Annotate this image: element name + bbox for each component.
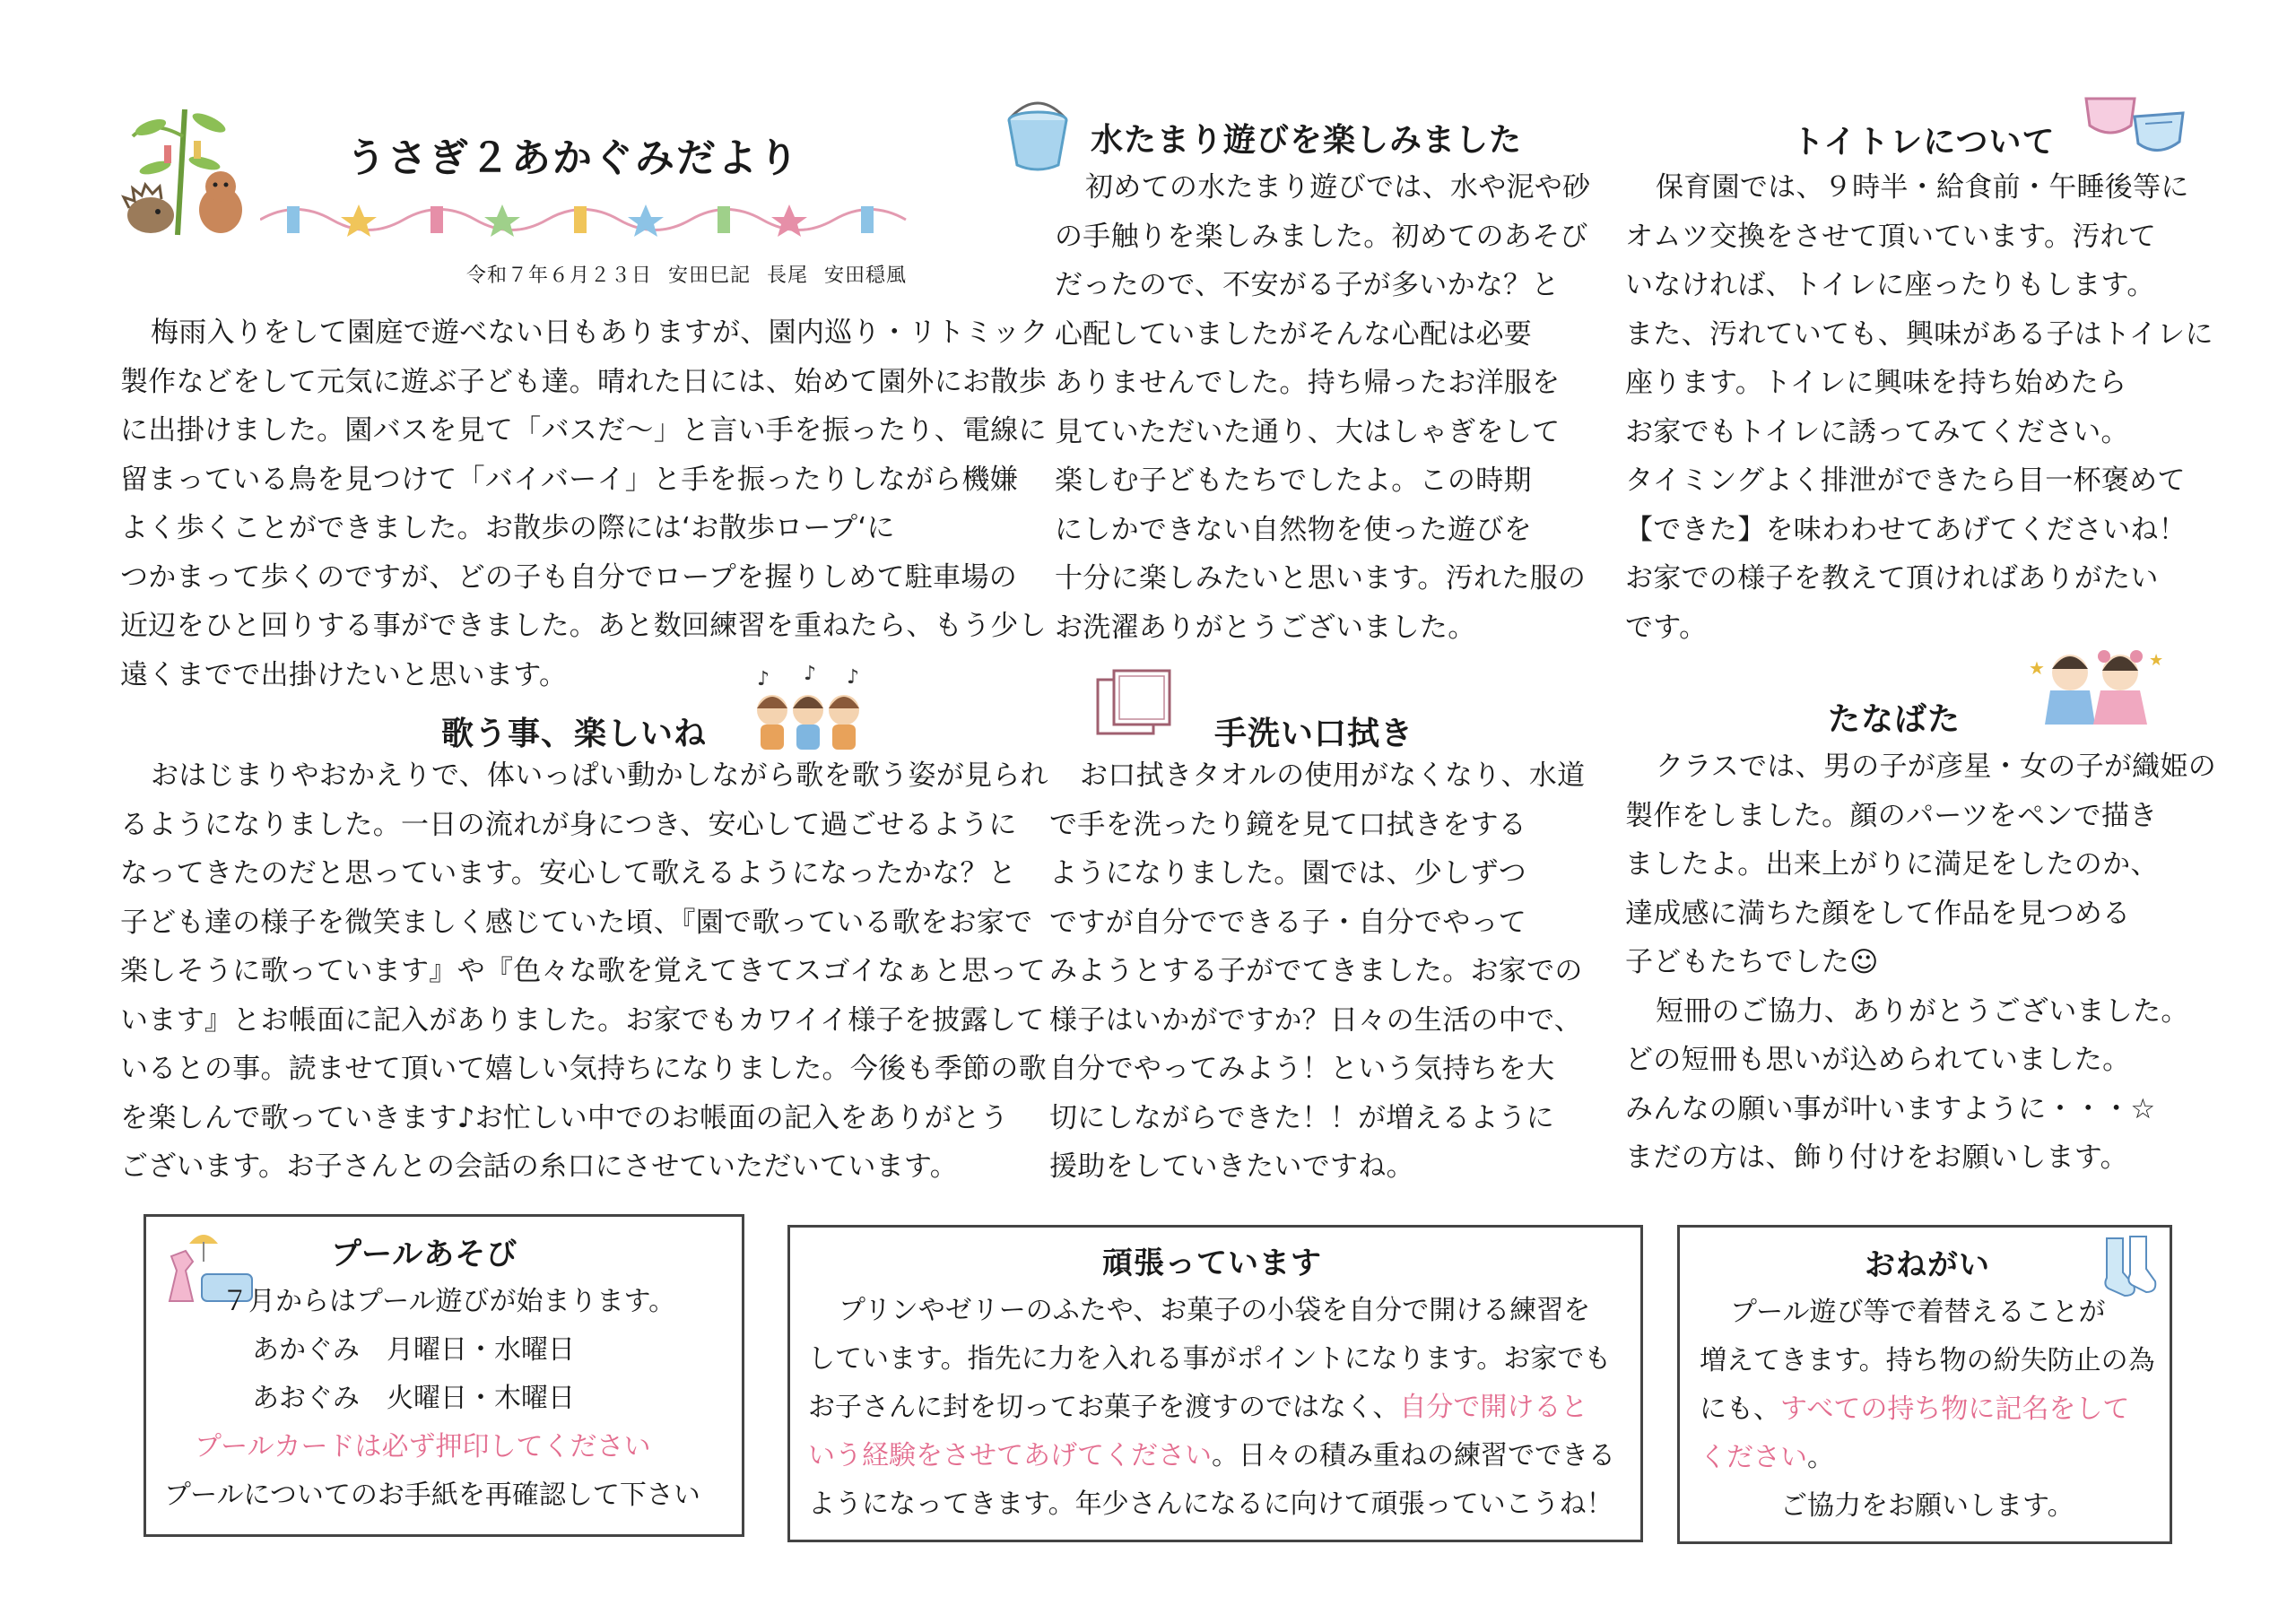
puddle-line: にしかできない自然物を使った遊びを [1055,513,1533,546]
svg-text:♪: ♪ [757,668,770,690]
song-section [120,751,1048,1192]
song-line: 楽しそうに歌っています』や『色々な歌を覚えてきてスゴイなぁと思って [120,955,1046,987]
request-line [1700,1385,2129,1435]
song-line: おはじまりやおかえりで、体いっぱい動かしながら歌を歌う姿が見られ [151,759,1048,792]
toilet-heading: トイトレについて [1792,124,2056,161]
request-box [1677,1225,2172,1544]
request-highlight: ください [1700,1442,1807,1473]
singing-children-icon [750,665,866,755]
puddle-line: 十分に楽しみたいと思います。汚れた服の [1055,562,1587,595]
wash-line: ですが自分でできる子・自分でやって [1049,906,1527,939]
towel-icon [1094,667,1175,737]
intro-section [120,308,1048,699]
wash-line: 切にしながらできた！！が増えるように [1049,1101,1555,1134]
tanabata-heading: たなばた [1828,701,1961,738]
puddle-line: 初めての水たまり遊びでは、水や泥や砂 [1085,171,1591,204]
newsletter-byline: 令和７年６月２３日 安田巳記 長尾 安田穏風 [466,265,907,287]
intro-line: 留まっている鳥を見つけて「バイバーイ」と手を振ったりしながら機嫌 [120,463,1018,496]
puddle-line: 見ていただいた通り、大はしゃぎをして [1055,415,1561,448]
tanabata-line: みんなの願い事が叶いますように・・・☆ [1625,1092,2156,1125]
song-line: 子ども達の様子を微笑ましく感じていた頃、『園で歌っている歌をお家で [120,906,1033,939]
intro-line: 遠くまでで出掛けたいと思います。 [120,658,568,691]
request-line [1700,1434,1834,1483]
wash-line: ようになりました。園では、少しずつ [1049,857,1527,890]
puddle-heading: 水たまり遊びを楽しみました [1091,122,1523,159]
tanabata-section [1625,742,2216,1183]
wash-line: みようとする子がでてきました。お家での [1049,955,1583,987]
svg-text:♪: ♪ [847,666,860,689]
effort-line-text: 。日々の積み重ねの練習でできる [1212,1440,1615,1471]
song-line: ございます。お子さんとの会話の糸口にさせていただいています。 [120,1150,959,1183]
intro-line: つかまって歩くのですが、どの子も自分でロープを握りしめて駐車場の [120,560,1018,594]
effort-line [808,1432,1615,1481]
effort-line-text: お子さんに封を切ってお菓子を渡すのではなく、 [808,1392,1400,1423]
toilet-line: 【できた】を味わわせてあげてくださいね！ [1625,513,2187,546]
wash-heading: 手洗い口拭き [1214,716,1414,752]
intro-line: 製作などをして元気に遊ぶ子ども達。晴れた日には、始めて園外にお散歩 [120,365,1047,398]
request-line: 増えてきます。持ち物の紛失防止の為 [1700,1345,2155,1376]
tanabata-line: 達成感に満ちた顔をして作品を見つめる [1625,897,2131,930]
bamboo-hedgehog-icon [115,100,249,235]
toilet-line: また、汚れていても、興味がある子はトイレに [1625,317,2213,351]
intro-line: 梅雨入りをして園庭で遊べない日もありますが、園内巡り・リトミック [151,317,1048,349]
bucket-icon [1001,100,1074,172]
pool-box [144,1214,744,1537]
tanabata-line: どの短冊も思いが込められていました。 [1625,1044,2131,1076]
pool-aogumi: あおぐみ 火曜日・木曜日 [252,1383,575,1414]
tanabata-line: クラスでは、男の子が彦星・女の子が織姫の [1656,751,2217,783]
request-line-text: にも、 [1700,1393,1780,1425]
puddle-line: だったので、不安がる子が多いかな？と [1055,269,1560,301]
pool-notice: プールカードは必ず押印してください [195,1431,651,1462]
request-heading: おねがい [1865,1247,1990,1283]
request-line: ご協力をお願いします。 [1780,1490,2074,1522]
song-line: なってきたのだと思っています。安心して歌えるようになったかな？と [120,857,1017,890]
song-line: を楽しんで歌っていきます♪お忙しい中でのお帳面の記入をありがとう [120,1101,1009,1134]
puddle-line: ありませんでした。持ち帰ったお洋服を [1055,367,1561,399]
tanabata-garland-icon [260,199,942,240]
tanabata-line: 子どもたちでした☺ [1625,946,1879,978]
puddle-line: の手触りを楽しみました。初めてのあそび [1055,220,1588,253]
pool-line: ７月からはプール遊びが始まります。 [222,1286,676,1317]
request-highlight: すべての持ち物に記名をして [1780,1393,2130,1425]
tanabata-line: 製作をしました。顔のパーツをペンで描き [1625,799,2158,832]
song-heading: 歌う事、楽しいね [441,716,708,752]
svg-text:★: ★ [2149,651,2164,670]
toilet-line: 座ります。トイレに興味を持ち始めたら [1625,367,2127,399]
request-line: プール遊び等で着替えることが [1730,1297,2106,1328]
svg-text:★: ★ [2029,657,2045,679]
newsletter-title: うさぎ２あかぐみだより [346,135,800,181]
toilet-section [1625,163,2213,652]
pool-heading: プールあそび [331,1237,518,1272]
wash-section [1049,751,1585,1192]
wash-line: 援助をしていきたいですね。 [1049,1150,1414,1183]
svg-text:♪: ♪ [804,663,817,685]
pool-line: プールについてのお手紙を再確認して下さい [164,1480,700,1511]
toilet-line: 保育園では、９時半・給食前・午睡後等に [1656,171,2189,204]
song-line: るようになりました。一日の流れが身につき、安心して過ごせるように [120,808,1017,841]
effort-highlight: いう経験をさせてあげてください [808,1440,1212,1471]
song-line: いるとの事。読ませて頂いて嬉しい気持ちになりました。今後も季節の歌 [120,1053,1047,1085]
effort-line: しています。指先に力を入れる事がポイントになります。お家でも [808,1343,1612,1375]
tanabata-line: まだの方は、飾り付けをお願いします。 [1625,1141,2128,1174]
toilet-line: タイミングよく排泄ができたら目一杯褒めて [1625,464,2186,497]
song-line: います』とお帳面に記入がありました。お家でもカワイイ様子を披露して [120,1003,1045,1037]
wash-line: で手を洗ったり鏡を見て口拭きをする [1049,808,1527,841]
intro-line: に出掛けました。園バスを見て「バスだ～」と言い手を振ったり、電線に [120,414,1047,447]
toilet-line: いなければ、トイレに座ったりもします。 [1625,269,2155,301]
request-line-text: 。 [1807,1442,1834,1473]
toilet-line: オムツ交換をさせて頂いています。汚れて [1625,220,2157,253]
effort-line [808,1384,1587,1433]
wash-line: 様子はいかがですか？日々の生活の中で、 [1049,1003,1583,1037]
effort-line: ようになってきます。年少さんになるに向けて頑張っていこうね！ [808,1488,1613,1520]
toilet-line: お家でもトイレに誘ってみてください。 [1625,415,2129,448]
effort-box [787,1225,1643,1542]
toilet-line: お家での様子を教えて頂ければありがたい [1625,562,2159,595]
diaper-icon [2083,90,2187,161]
puddle-line: お洗濯ありがとうございました。 [1055,611,1476,644]
tanabata-line: ましたよ。出来上がりに満足をしたのか、 [1625,848,2159,881]
pool-akagumi: あかぐみ 月曜日・水曜日 [252,1334,575,1366]
wash-line: お口拭きタオルの使用がなくなり、水道 [1080,759,1586,792]
tanabata-couple-icon [2023,638,2167,728]
effort-heading: 頑張っています [1102,1245,1322,1281]
toilet-line: です。 [1625,611,1708,644]
puddle-line: 心配していましたがそんな心配は必要 [1055,317,1533,351]
wash-line: 自分でやってみよう！という気持ちを大 [1049,1053,1555,1085]
intro-line: よく歩くことができました。お散歩の際には‘お散歩ロープ‘に [120,512,895,544]
effort-line: プリンやゼリーのふたや、お菓子の小袋を自分で開ける練習を [839,1295,1591,1326]
puddle-line: 楽しむ子どもたちでしたよ。この時期 [1055,464,1532,497]
puddle-section [1055,163,1590,652]
effort-highlight: 自分で開けると [1399,1392,1588,1423]
socks-icon [2100,1233,2159,1299]
intro-line: 近辺をひと回りする事ができました。あと数回練習を重ねたら、もう少し [120,610,1047,642]
tanabata-line: 短冊のご協力、ありがとうございました。 [1656,994,2189,1028]
